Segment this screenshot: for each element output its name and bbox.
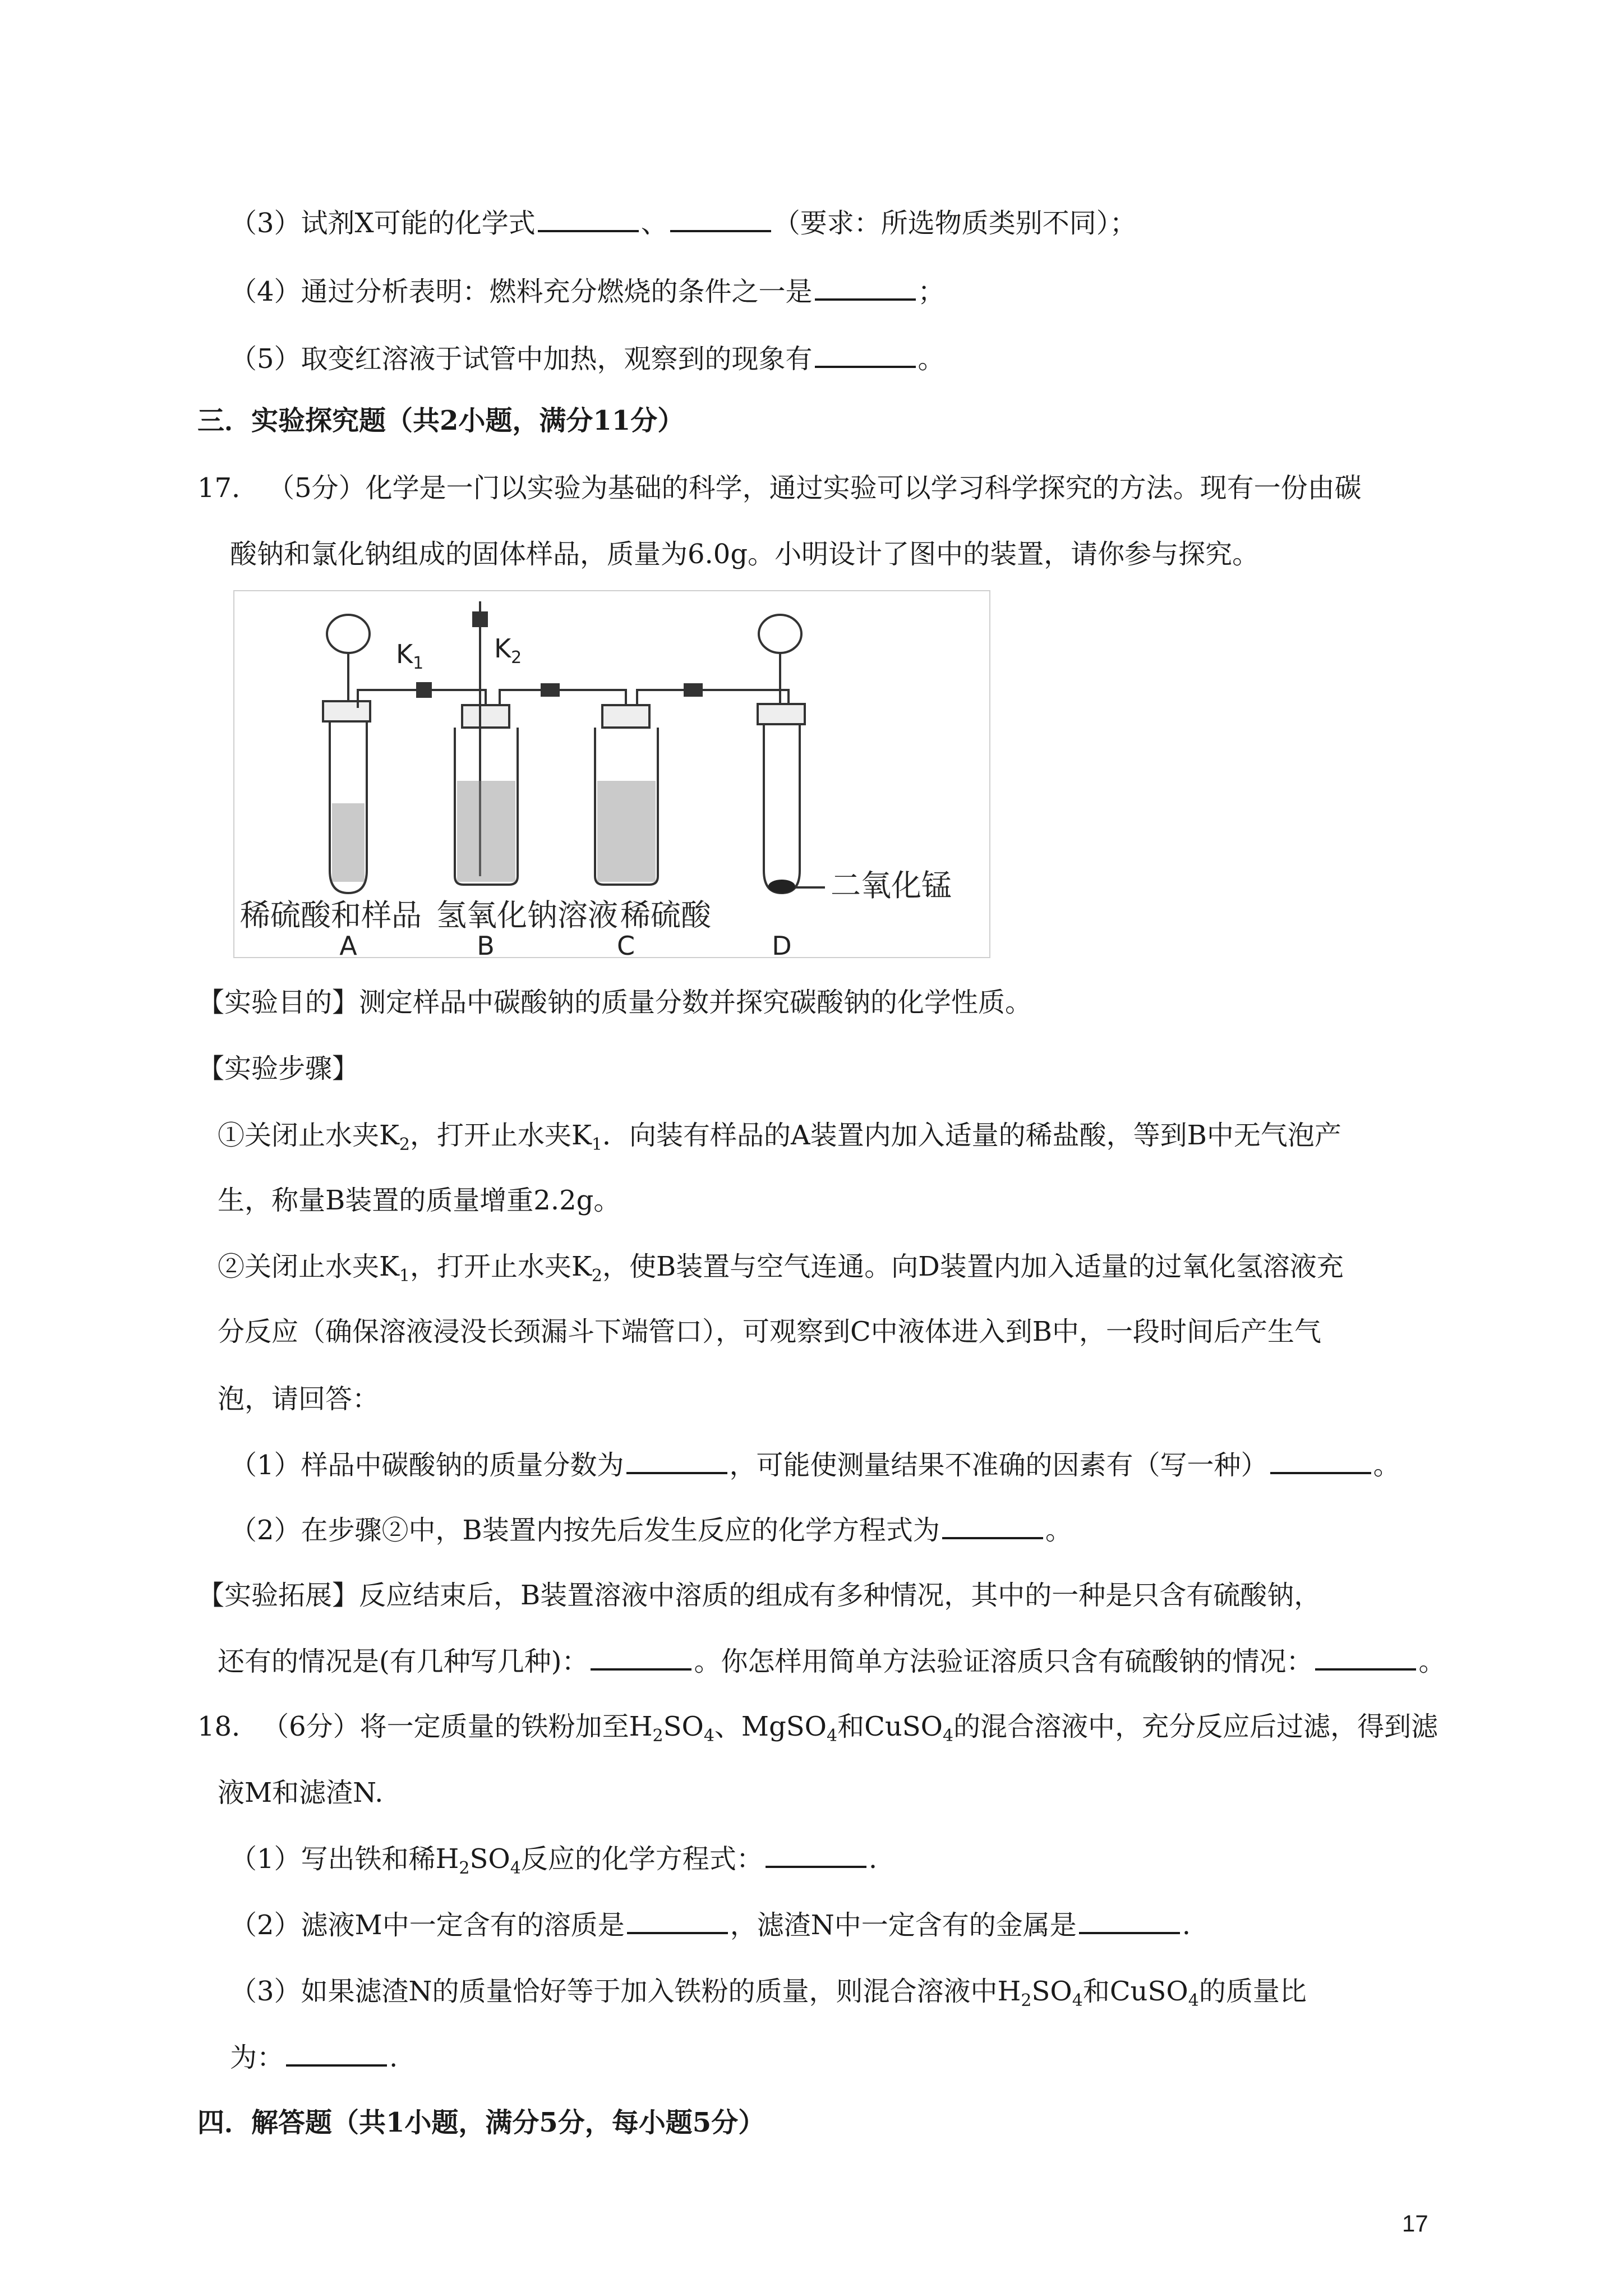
q17-part1: （1）样品中碳酸钠的质量分数为 ，可能使测量结果不准确的因素有（写一种） 。	[230, 1447, 1400, 1483]
q18-stem-line1: 18． （6分）将一定质量的铁粉加至$H_2SO_4$、MgSO$_4$和CuSO$_4$的混合溶液中，充分反应后过滤，得到滤	[197, 1711, 1438, 1746]
step1-line2: 生，称量B装置的质量增重2.2g。	[218, 1185, 621, 1216]
label-a: 稀硫酸和样品	[240, 898, 422, 933]
experiment-extension-line1: 【实验拓展】反应结束后，B装置溶液中溶质的组成有多种情况，其中的一种是只含有硫酸钠，	[197, 1580, 1321, 1611]
experiment-steps-tag: 【实验步骤】	[197, 1053, 359, 1084]
answer-blank[interactable]	[815, 341, 916, 368]
mno2-label: 二氧化锰	[831, 868, 952, 903]
answer-blank[interactable]	[766, 1841, 866, 1868]
q18-part3-line2: 为： .	[230, 2040, 398, 2076]
answer-blank[interactable]	[1270, 1447, 1371, 1474]
answer-blank[interactable]	[815, 274, 916, 301]
apparatus-figure	[233, 590, 990, 958]
answer-blank[interactable]	[627, 1907, 728, 1934]
answer-blank[interactable]	[591, 1644, 691, 1671]
q17-stem-line1: 17． （5分）化学是一门以实验为基础的科学，通过实验可以学习科学探究的方法。现有一份由碳	[197, 472, 1362, 504]
label-c: 稀硫酸	[620, 898, 711, 933]
answer-blank[interactable]	[286, 2040, 387, 2067]
answer-blank[interactable]	[626, 1447, 727, 1474]
k1-label: $K_1$	[396, 639, 424, 673]
answer-blank[interactable]	[538, 205, 639, 232]
page-number: 17	[1402, 2210, 1428, 2237]
answer-blank[interactable]	[1315, 1644, 1416, 1671]
q18-stem-line2: 液M和滤渣N.	[218, 1777, 384, 1809]
label-b: 氢氧化钠溶液	[436, 898, 618, 933]
answer-blank[interactable]	[1079, 1907, 1180, 1934]
section-4-title: 四．解答题（共1小题，满分5分，每小题5分）	[197, 2107, 766, 2138]
experiment-purpose: 【实验目的】测定样品中碳酸钠的质量分数并探究碳酸钠的化学性质。	[197, 987, 1032, 1018]
step2-line1: ②关闭止水夹$K_1$，打开止水夹$K_2$，使B装置与空气连通。向D装置内加入适量的过氧化氢溶液充	[218, 1251, 1344, 1286]
step2-line3: 泡，请回答：	[218, 1383, 380, 1415]
q18-part1: （1）写出铁和稀$H_2SO_4$反应的化学方程式： .	[230, 1841, 877, 1877]
q16-part5: （5）取变红溶液于试管中加热，观察到的现象有 。	[230, 341, 945, 377]
q18-part3-line1: （3）如果滤渣N的质量恰好等于加入铁粉的质量，则混合溶液中$H_2SO_4$和CuSO$_4$的质量比	[230, 1976, 1307, 2010]
letter-a: A	[339, 931, 357, 958]
q17-stem-line2: 酸钠和氯化钠组成的固体样品，质量为6.0g。小明设计了图中的装置，请你参与探究。	[230, 539, 1260, 570]
q17-part2: （2）在步骤②中，B装置内按先后发生反应的化学方程式为 。	[230, 1512, 1072, 1548]
q16-part3: （3）试剂X可能的化学式 、 （要求：所选物质类别不同）；	[230, 205, 1137, 241]
letter-b: B	[477, 931, 495, 958]
q18-part2: （2）滤液M中一定含有的溶质是 ，滤渣N中一定含有的金属是 .	[230, 1907, 1191, 1943]
q16-part4: （4）通过分析表明：燃料充分燃烧的条件之一是 ；	[230, 274, 945, 310]
step2-line2: 分反应（确保溶液浸没长颈漏斗下端管口），可观察到C中液体进入到B中，一段时间后产生气	[218, 1316, 1322, 1347]
experiment-extension-line2: 还有的情况是(有几种写几种)： 。你怎样用简单方法验证溶质只含有硫酸钠的情况： 。	[218, 1644, 1446, 1680]
k2-label: $K_2$	[494, 633, 522, 668]
answer-blank[interactable]	[670, 205, 771, 232]
answer-blank[interactable]	[942, 1512, 1043, 1539]
section-3-title: 三．实验探究题（共2小题，满分11分）	[197, 405, 685, 436]
letter-d: D	[772, 931, 792, 958]
step1-line1: ①关闭止水夹$K_2$，打开止水夹$K_1$．向装有样品的A装置内加入适量的稀盐酸，等到B中无气泡产	[218, 1120, 1341, 1154]
letter-c: C	[616, 931, 635, 958]
